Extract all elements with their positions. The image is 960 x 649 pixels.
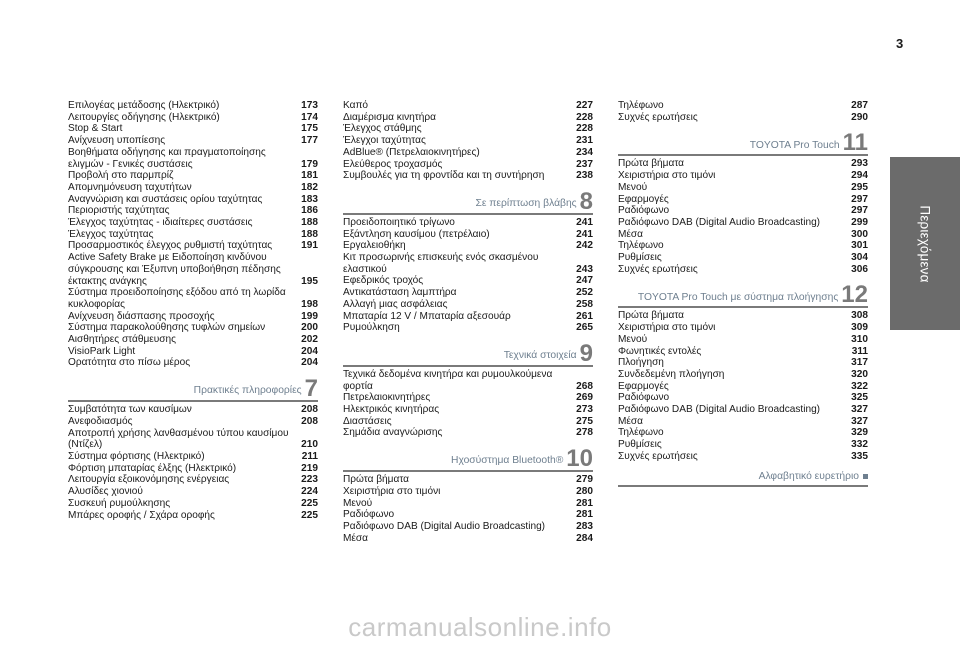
toc-entry[interactable] — [618, 404, 868, 416]
toc-entry-page: 322 — [851, 380, 868, 392]
toc-entry-page: 258 — [576, 298, 593, 310]
toc-entry-page: 204 — [301, 345, 318, 357]
toc-entry-title: Εφεδρικός τροχός — [343, 275, 424, 287]
toc-entry[interactable] — [68, 498, 318, 510]
toc-entry[interactable] — [343, 123, 593, 135]
toc-entry[interactable] — [68, 334, 318, 346]
toc-entry-page: 325 — [851, 392, 868, 404]
toc-entry[interactable] — [343, 474, 593, 486]
toc-entry[interactable] — [68, 428, 318, 451]
toc-entry[interactable] — [68, 346, 318, 358]
toc-entry-title: Μέσα — [618, 415, 643, 427]
toc-entry-title: Συσκευή ρυμούλκησης — [68, 497, 171, 509]
toc-entry-title: Active Safety Brake με Ειδοποίηση κινδύνου σύγκρουσης και Έξυπνη υποβοήθηση πέδησης έκτακτης ανάγκης — [68, 252, 281, 287]
toc-column-3 — [618, 100, 868, 487]
toc-entry-page: 297 — [851, 205, 868, 217]
toc-entry-title: Αποτροπή χρήσης λανθασμένου τύπου καυσίμου (Ντίζελ) — [68, 427, 289, 451]
toc-entry-title: Λειτουργία εξοικονόμησης ενέργειας — [68, 474, 230, 486]
toc-entry-title: Ραδιόφωνο — [618, 392, 670, 404]
toc-entry-page: 204 — [301, 357, 318, 369]
toc-entry-page: 174 — [301, 111, 318, 123]
toc-entry[interactable] — [68, 182, 318, 194]
toc-entry-page: 320 — [851, 368, 868, 380]
toc-entry-title: Εξάντληση καυσίμου (πετρέλαιο) — [343, 228, 490, 240]
toc-entry-page: 177 — [301, 135, 318, 147]
toc-entry[interactable] — [343, 369, 593, 392]
toc-entry-page: 284 — [576, 532, 593, 544]
toc-entry-title: Ρυθμίσεις — [618, 252, 662, 264]
section-header[interactable] — [618, 281, 868, 309]
toc-entry-title: Αισθητήρες στάθμευσης — [68, 334, 177, 346]
toc-entry[interactable] — [618, 194, 868, 206]
toc-entry-title: Έλεγχος ταχύτητας — [68, 228, 154, 240]
toc-entry[interactable] — [618, 170, 868, 182]
toc-entry-title: Κιτ προσωρινής επισκευής ενός σκασμένου ελαστικού — [343, 252, 539, 275]
toc-entry-title: Συχνές ερωτήσεις — [618, 111, 698, 123]
section-header-bar — [343, 187, 593, 215]
toc-entry[interactable] — [343, 275, 593, 287]
toc-entry-page: 297 — [851, 193, 868, 205]
toc-entry-title: Αναγνώριση και συστάσεις ορίου ταχύτητας — [68, 193, 263, 205]
toc-entry[interactable] — [618, 182, 868, 194]
toc-entry[interactable] — [618, 439, 868, 451]
toc-entry[interactable] — [68, 112, 318, 124]
toc-entry[interactable] — [68, 311, 318, 323]
toc-entry-page: 300 — [851, 228, 868, 240]
toc-entry-title: Ραδιόφωνο — [343, 509, 395, 521]
toc-entry-title: Ανεφοδιασμός — [68, 415, 133, 427]
toc-entry-page: 241 — [576, 216, 593, 228]
toc-entry-title: Έλεγχοι ταχύτητας — [343, 135, 426, 147]
section-header[interactable] — [343, 445, 593, 473]
toc-entry-page: 179 — [301, 158, 318, 170]
toc-entry-page: 317 — [851, 357, 868, 369]
toc-entry[interactable] — [68, 451, 318, 463]
toc-entry-page: 310 — [851, 333, 868, 345]
toc-entry-title: Σύστημα προειδοποίησης εξόδου από τη λωρίδα κυκλοφορίας — [68, 287, 286, 310]
toc-entry-page: 306 — [851, 263, 868, 275]
toc-entry[interactable] — [343, 100, 593, 112]
toc-entry-title: Ρυθμίσεις — [618, 439, 662, 451]
toc-entry-page: 293 — [851, 158, 868, 170]
toc-entry[interactable] — [343, 533, 593, 545]
toc-entry-title: Συνδεδεμένη πλοήγηση — [618, 368, 725, 380]
toc-entry[interactable] — [68, 252, 318, 287]
toc-entry-page: 287 — [851, 100, 868, 111]
toc-entry[interactable] — [343, 521, 593, 533]
toc-entry[interactable] — [68, 322, 318, 334]
toc-entry-title: Ανίχνευση διάσπασης προσοχής — [68, 310, 215, 322]
toc-entry-page: 275 — [576, 415, 593, 427]
section-title: Πρακτικές πληροφορίες — [193, 385, 302, 397]
toc-entry-title: Αντικατάσταση λαμπτήρα — [343, 287, 457, 299]
toc-entry-page: 269 — [576, 392, 593, 404]
toc-entry-page: 299 — [851, 216, 868, 228]
section-header[interactable] — [618, 129, 868, 157]
toc-entry-page: 202 — [301, 334, 318, 346]
toc-entry[interactable] — [618, 416, 868, 428]
toc-entry-page: 234 — [576, 146, 593, 158]
toc-entry[interactable] — [68, 135, 318, 147]
toc-entry-title: Επιλογέας μετάδοσης (Ηλεκτρικό) — [68, 100, 220, 111]
toc-entry-title: Προειδοποιητικό τρίγωνο — [343, 216, 455, 228]
toc-entry-title: Προσαρμοστικός έλεγχος ρυθμιστή ταχύτητας — [68, 240, 273, 252]
toc-entry-title: Εργαλειοθήκη — [343, 240, 406, 252]
toc-entry-title: Έλεγχος στάθμης — [343, 123, 422, 135]
toc-entry-page: 225 — [301, 497, 318, 509]
toc-entry[interactable] — [68, 486, 318, 498]
toc-entry[interactable] — [343, 159, 593, 171]
toc-entry[interactable] — [68, 229, 318, 241]
toc-entry-page: 268 — [576, 380, 593, 392]
toc-entry-page: 198 — [301, 298, 318, 310]
toc-entry-title: Μπαταρία 12 V / Μπαταρία αξεσουάρ — [343, 310, 511, 322]
toc-entry[interactable] — [343, 217, 593, 229]
toc-entry-title: Σύστημα φόρτισης (Ηλεκτρικό) — [68, 450, 205, 462]
toc-entry-title: Ηλεκτρικός κινητήρας — [343, 404, 440, 416]
toc-entry-page: 175 — [301, 123, 318, 135]
toc-entry-title: Εφαρμογές — [618, 193, 669, 205]
toc-entry[interactable] — [343, 486, 593, 498]
toc-entry-title: Ραδιόφωνο DAB (Digital Audio Broadcasting) — [343, 520, 546, 532]
toc-entry-title: Περιοριστής ταχύτητας — [68, 205, 170, 217]
toc-entry-title: AdBlue® (Πετρελαιοκινητήρες) — [343, 146, 480, 158]
toc-entry[interactable] — [618, 346, 868, 358]
toc-entry-title: Φόρτιση μπαταρίας έλξης (Ηλεκτρικό) — [68, 462, 237, 474]
toc-entry-page: 309 — [851, 322, 868, 334]
section-title: TOYOTA Pro Touch με σύστημα πλοήγησης — [637, 291, 839, 303]
toc-entry[interactable] — [68, 463, 318, 475]
toc-entry[interactable] — [618, 381, 868, 393]
toc-entry-page: 281 — [576, 509, 593, 521]
toc-entry-title: Τηλέφωνο — [618, 427, 664, 439]
toc-entry-page: 278 — [576, 427, 593, 439]
toc-entry-title: Ρυμούλκηση — [343, 322, 400, 334]
index-title: Αλφαβητικό ευρετήριο — [758, 470, 859, 482]
section-header[interactable] — [343, 187, 593, 215]
toc-entry-title: Συχνές ερωτήσεις — [618, 263, 698, 275]
toc-entry[interactable] — [68, 205, 318, 217]
toc-entry[interactable] — [618, 322, 868, 334]
toc-entry[interactable] — [618, 392, 868, 404]
toc-entry[interactable] — [618, 264, 868, 276]
toc-entry-title: VisioPark Light — [68, 345, 136, 357]
toc-entry-page: 219 — [301, 462, 318, 474]
toc-entry-title: Τεχνικά δεδομένα κινητήρα και ρυμουλκούμενα φορτία — [343, 368, 553, 392]
toc-entry[interactable] — [343, 404, 593, 416]
toc-entry-title: Μενού — [618, 333, 648, 345]
toc-entry-page: 327 — [851, 404, 868, 416]
section-header-bar — [343, 445, 593, 473]
toc-entry[interactable] — [68, 147, 318, 170]
toc-entry-title: Χειριστήρια στο τιμόνι — [343, 485, 441, 497]
toc-entry-page: 332 — [851, 439, 868, 451]
section-header-bar — [68, 375, 318, 403]
toc-entry-page: 294 — [851, 170, 868, 182]
toc-entry-page: 199 — [301, 310, 318, 322]
toc-entry-title: Πρώτα βήματα — [618, 310, 685, 322]
toc-entry-title: Διαμέρισμα κινητήρα — [343, 111, 436, 123]
toc-entry-page: 227 — [576, 100, 593, 111]
section-title: Σε περίπτωση βλάβης — [475, 198, 577, 210]
toc-entry-title: Ραδιόφωνο DAB (Digital Audio Broadcasting) — [618, 404, 821, 416]
toc-entry-title: Πρώτα βήματα — [343, 474, 410, 486]
toc-entry[interactable] — [68, 404, 318, 416]
toc-entry-page: 290 — [851, 111, 868, 123]
section-number: 11 — [842, 129, 868, 157]
toc-entry-page: 279 — [576, 474, 593, 486]
square-bullet-icon — [863, 474, 868, 479]
toc-entry[interactable] — [68, 416, 318, 428]
toc-entry[interactable] — [68, 510, 318, 522]
toc-entry-page: 311 — [851, 345, 868, 357]
toc-entry-page: 261 — [576, 310, 593, 322]
toc-entry-page: 252 — [576, 287, 593, 299]
toc-entry-page: 329 — [851, 427, 868, 439]
toc-entry-title: Πρώτα βήματα — [618, 158, 685, 170]
toc-entry-title: Συχνές ερωτήσεις — [618, 450, 698, 462]
toc-entry-title: Ορατότητα στο πίσω μέρος — [68, 357, 191, 369]
section-number: 7 — [304, 375, 318, 403]
toc-entry-title: Μενού — [618, 181, 648, 193]
toc-entry[interactable] — [343, 322, 593, 334]
toc-column-2 — [343, 100, 593, 544]
toc-entry-page: 223 — [301, 474, 318, 486]
toc-entry[interactable] — [618, 205, 868, 217]
page-number: 3 — [896, 36, 904, 51]
toc-entry-title: Συμβουλές για τη φροντίδα και τη συντήρηση — [343, 170, 545, 182]
toc-entry-page: 247 — [576, 275, 593, 287]
toc-entry-page: 183 — [301, 193, 318, 205]
section-title: TOYOTA Pro Touch — [749, 139, 840, 151]
toc-entry[interactable] — [68, 100, 318, 112]
toc-entry-title: Χειριστήρια στο τιμόνι — [618, 170, 716, 182]
toc-entry-title: Καπό — [343, 100, 369, 111]
toc-entry-page: 188 — [301, 228, 318, 240]
toc-entry-page: 182 — [301, 181, 318, 193]
toc-entry-page: 200 — [301, 322, 318, 334]
toc-entry-page: 243 — [576, 263, 593, 275]
toc-entry-page: 195 — [301, 275, 318, 287]
toc-entry-page: 265 — [576, 322, 593, 334]
toc-entry[interactable] — [343, 240, 593, 252]
toc-entry[interactable] — [343, 287, 593, 299]
toc-entry[interactable] — [343, 416, 593, 428]
toc-entry-page: 228 — [576, 111, 593, 123]
toc-entry-title: Έλεγχος ταχύτητας - ιδιαίτερες συστάσεις — [68, 217, 253, 229]
toc-entry-page: 231 — [576, 135, 593, 147]
toc-entry-page: 273 — [576, 404, 593, 416]
toc-entry-page: 188 — [301, 217, 318, 229]
toc-entry-title: Τηλέφωνο — [618, 100, 664, 111]
toc-entry-page: 242 — [576, 240, 593, 252]
toc-entry[interactable] — [618, 252, 868, 264]
toc-entry-page: 237 — [576, 158, 593, 170]
toc-entry-page: 281 — [576, 497, 593, 509]
toc-entry-title: Πετρελαιοκινητήρες — [343, 392, 431, 404]
toc-entry-title: Βοηθήματα οδήγησης και πραγματοποίησης ελιγμών - Γενικές συστάσεις — [68, 146, 266, 170]
toc-entry-title: Μενού — [343, 497, 373, 509]
section-header[interactable] — [343, 339, 593, 367]
toc-entry[interactable] — [68, 194, 318, 206]
toc-entry[interactable] — [68, 474, 318, 486]
toc-entry-page: 283 — [576, 520, 593, 532]
toc-entry[interactable] — [618, 451, 868, 463]
section-title: Τεχνικά στοιχεία — [503, 350, 577, 362]
toc-entry-title: Διαστάσεις — [343, 415, 392, 427]
toc-entry[interactable] — [68, 170, 318, 182]
toc-entry-page: 327 — [851, 415, 868, 427]
toc-entry-title: Ανίχνευση υποπίεσης — [68, 135, 166, 147]
toc-entry-title: Χειριστήρια στο τιμόνι — [618, 322, 716, 334]
toc-entry[interactable] — [618, 158, 868, 170]
index-header[interactable] — [618, 471, 868, 488]
toc-entry-page: 295 — [851, 181, 868, 193]
toc-entry[interactable] — [618, 334, 868, 346]
toc-entry[interactable] — [68, 287, 318, 310]
toc-entry[interactable] — [618, 427, 868, 439]
toc-entry-page: 191 — [301, 240, 318, 252]
toc-column-1 — [68, 100, 318, 521]
toc-entry-page: 224 — [301, 486, 318, 498]
toc-entry[interactable] — [618, 240, 868, 252]
toc-entry[interactable] — [68, 123, 318, 135]
toc-entry[interactable] — [68, 357, 318, 369]
toc-entry[interactable] — [618, 217, 868, 229]
toc-entry-page: 181 — [301, 170, 318, 182]
toc-entry[interactable] — [618, 369, 868, 381]
toc-entry-page: 211 — [301, 450, 318, 462]
toc-entry-title: Σημάδια αναγνώρισης — [343, 427, 443, 439]
toc-entry-page: 225 — [301, 509, 318, 521]
toc-entry-title: Εφαρμογές — [618, 380, 669, 392]
toc-entry[interactable] — [618, 100, 868, 112]
toc-entry-page: 228 — [576, 123, 593, 135]
toc-entry[interactable] — [343, 427, 593, 439]
toc-entry[interactable] — [618, 112, 868, 124]
watermark: carmanualsonline.info — [348, 612, 612, 642]
section-number: 9 — [579, 339, 593, 367]
section-header-bar — [343, 339, 593, 367]
toc-entry-title: Συμβατότητα των καυσίμων — [68, 404, 192, 416]
toc-entry[interactable] — [343, 299, 593, 311]
section-number: 8 — [579, 187, 593, 215]
section-header[interactable] — [68, 375, 318, 403]
toc-entry[interactable] — [343, 170, 593, 182]
toc-entry[interactable] — [618, 229, 868, 241]
toc-entry-title: Αλυσίδες χιονιού — [68, 486, 143, 498]
toc-entry-title: Τηλέφωνο — [618, 240, 664, 252]
toc-entry-title: Λειτουργίες οδήγησης (Ηλεκτρικό) — [68, 111, 220, 123]
toc-entry-title: Απομνημόνευση ταχυτήτων — [68, 181, 192, 193]
toc-entry-page: 208 — [301, 404, 318, 416]
toc-entry-title: Προβολή στο παρμπρίζ — [68, 170, 174, 182]
toc-entry[interactable] — [343, 229, 593, 241]
toc-entry[interactable] — [343, 112, 593, 124]
toc-entry-page: 241 — [576, 228, 593, 240]
toc-entry-page: 280 — [576, 485, 593, 497]
toc-entry[interactable] — [618, 310, 868, 322]
toc-entry-title: Πλοήγηση — [618, 357, 664, 369]
toc-entry[interactable] — [343, 498, 593, 510]
toc-entry[interactable] — [343, 135, 593, 147]
toc-entry[interactable] — [68, 217, 318, 229]
toc-entry[interactable] — [618, 357, 868, 369]
toc-entry[interactable] — [343, 311, 593, 323]
toc-entry-title: Μέσα — [618, 228, 643, 240]
toc-entry-page: 238 — [576, 170, 593, 182]
section-number: 10 — [566, 445, 593, 473]
toc-entry-title: Αλλαγή μιας ασφάλειας — [343, 298, 448, 310]
side-tab[interactable] — [890, 157, 960, 330]
toc-entry-page: 304 — [851, 252, 868, 264]
toc-entry-page: 173 — [301, 100, 318, 111]
toc-entry[interactable] — [343, 509, 593, 521]
toc-entry-page: 335 — [851, 450, 868, 462]
toc-entry[interactable] — [68, 240, 318, 252]
side-tab-label: Περιεχόμενα — [917, 204, 933, 283]
toc-entry[interactable] — [343, 392, 593, 404]
toc-entry-title: Ραδιόφωνο — [618, 205, 670, 217]
toc-entry-title: Μέσα — [343, 532, 368, 544]
toc-entry-title: Μπάρες οροφής / Σχάρα οροφής — [68, 509, 215, 521]
section-title: Ηχοσύστημα Bluetooth® — [451, 455, 564, 467]
toc-entry-title: Φωνητικές εντολές — [618, 345, 702, 357]
toc-entry-title: Ραδιόφωνο DAB (Digital Audio Broadcasting) — [618, 216, 821, 228]
toc-entry-page: 308 — [851, 310, 868, 322]
toc-entry-page: 208 — [301, 415, 318, 427]
section-header-bar — [618, 129, 868, 157]
toc-entry[interactable] — [343, 252, 593, 275]
section-number: 12 — [841, 281, 868, 309]
toc-entry-title: Σύστημα παρακολούθησης τυφλών σημείων — [68, 322, 266, 334]
section-header-bar — [618, 281, 868, 309]
toc-entry-title: Ελεύθερος τροχασμός — [343, 158, 443, 170]
toc-entry[interactable] — [343, 147, 593, 159]
toc-entry-title: Stop & Start — [68, 123, 123, 135]
toc-entry-page: 186 — [301, 205, 318, 217]
toc-entry-page: 210 — [301, 439, 318, 451]
toc-entry-page: 301 — [851, 240, 868, 252]
